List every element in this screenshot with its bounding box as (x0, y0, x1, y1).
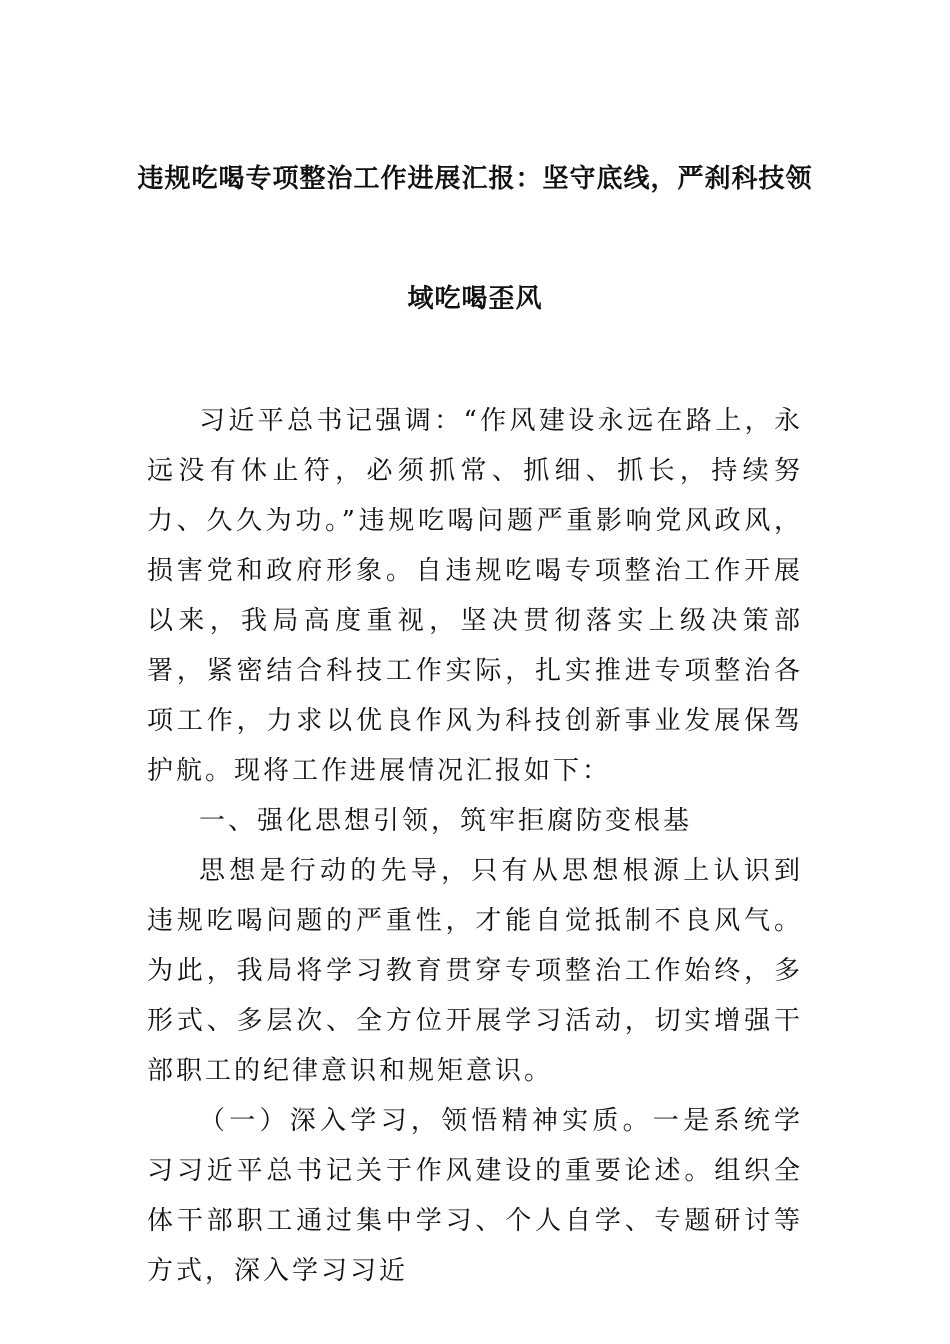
intro-paragraph: 习近平总书记强调：“作风建设永远在路上，永远没有休止符，必须抓常、抓细、抓长，持续努力、久久为功。”违规吃喝问题严重影响党风政风，损害党和政府形象。自违规吃喝专项整治工作开展以来，我局高度重视，坚决贯彻落实上级决策部署，紧密结合科技工作实际，扎实推进专项整治各项工作，力求以优良作风为科技创新事业发展保驾护航。现将工作进展情况汇报如下： (147, 406, 803, 786)
section-1-paragraph: 思想是行动的先导，只有从思想根源上认识到违规吃喝问题的严重性，才能自觉抵制不良风气。为此，我局将学习教育贯穿专项整治工作始终，多形式、多层次、全方位开展学习活动，切实增强干部职工的纪律意识和规矩意识。 (147, 856, 803, 1086)
document-body (147, 396, 803, 1296)
subsection-1-paragraph: （一）深入学习，领悟精神实质。一是系统学习习近平总书记关于作风建设的重要论述。组织全体干部职工通过集中学习、个人自学、专题研讨等方式，深入学习习近 (147, 1106, 803, 1286)
document-title-line-1: 违规吃喝专项整治工作进展汇报：坚守底线，严刹科技领 (137, 164, 813, 194)
section-heading-1: 一、强化思想引领，筑牢拒腐防变根基 (199, 806, 693, 836)
document-title-line-2: 域吃喝歪风 (407, 284, 543, 314)
